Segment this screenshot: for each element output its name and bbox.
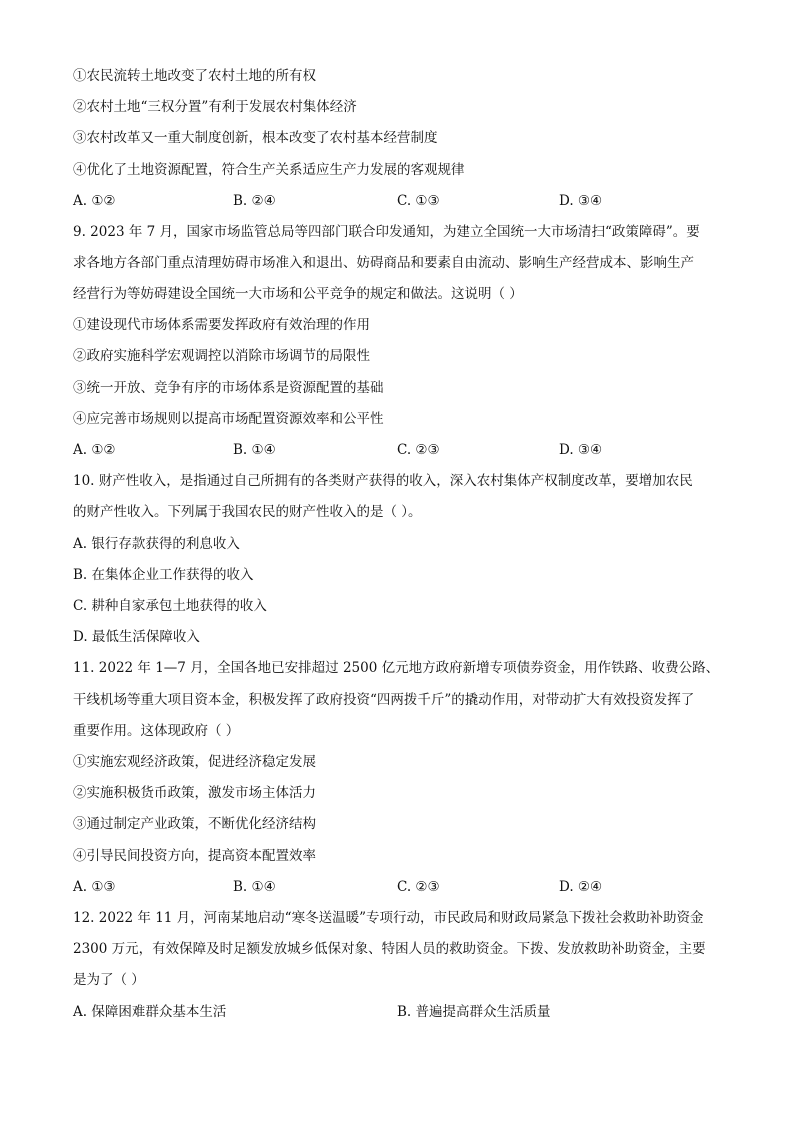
q9-item-3: ③统一开放、竞争有序的市场体系是资源配置的基础 xyxy=(73,380,384,396)
q9-options xyxy=(73,440,723,460)
q10-stem-line-1: 10. 财产性收入，是指通过自己所拥有的各类财产获得的收入，深入农村集体产权制度改革，要增加农民 xyxy=(73,473,693,489)
q9-stem-line-3: 经营行为等妨碍建设全国统一大市场和公平竞争的规定和做法。这说明（ ） xyxy=(73,286,523,302)
q8-option-a: A. ①② xyxy=(73,193,116,209)
q11-option-c: C. ②③ xyxy=(397,879,440,895)
q11-item-1: ①实施宏观经济政策，促进经济稳定发展 xyxy=(73,754,316,770)
q11-item-3: ③通过制定产业政策，不断优化经济结构 xyxy=(73,816,316,832)
q11-stem-line-2: 干线机场等重大项目资本金，积极发挥了政府投资“四两拨千斤”的撬动作用，对带动扩大有效投资发挥了 xyxy=(73,692,695,708)
q9-stem-line-2: 求各地方各部门重点清理妨碍市场准入和退出、妨碍商品和要素自由流动、影响生产经营成本、影响生产 xyxy=(73,255,694,271)
q10-option-b: B. 在集体企业工作获得的收入 xyxy=(73,567,254,583)
q12-stem-line-2: 2300 万元，有效保障及时足额发放城乡低保对象、特困人员的救助资金。下拨、发放救助补助资金，主要 xyxy=(73,941,706,957)
q12-option-b: B. 普遍提高群众生活质量 xyxy=(397,1004,551,1020)
q9-option-b: B. ①④ xyxy=(233,442,276,458)
q8-option-c: C. ①③ xyxy=(397,193,440,209)
q8-item-4: ④优化了土地资源配置，符合生产关系适应生产力发展的客观规律 xyxy=(73,162,465,178)
q8-options xyxy=(73,191,723,211)
q11-item-4: ④引导民间投资方向，提高资本配置效率 xyxy=(73,848,316,864)
q9-item-1: ①建设现代市场体系需要发挥政府有效治理的作用 xyxy=(73,317,370,333)
q8-option-b: B. ②④ xyxy=(233,193,276,209)
q11-option-b: B. ①④ xyxy=(233,879,276,895)
q9-option-a: A. ①② xyxy=(73,442,116,458)
q11-option-d: D. ②④ xyxy=(559,879,603,895)
q12-options xyxy=(73,1002,723,1022)
q10-option-a: A. 银行存款获得的利息收入 xyxy=(73,536,240,552)
q10-option-c: C. 耕种自家承包土地获得的收入 xyxy=(73,598,267,614)
q11-stem-line-1: 11. 2022 年 1—7 月，全国各地已安排超过 2500 亿元地方政府新增专项债券资金，用作铁路、收费公路、 xyxy=(73,660,720,676)
q11-item-2: ②实施积极货币政策，激发市场主体活力 xyxy=(73,785,316,801)
q10-option-d: D. 最低生活保障收入 xyxy=(73,629,200,645)
q11-options xyxy=(73,877,723,897)
q8-item-1: ①农民流转土地改变了农村土地的所有权 xyxy=(73,68,316,84)
q8-item-2: ②农村土地“三权分置”有利于发展农村集体经济 xyxy=(73,99,357,115)
q12-stem-line-3: 是为了（ ） xyxy=(73,972,145,988)
q9-stem-line-1: 9. 2023 年 7 月，国家市场监管总局等四部门联合印发通知，为建立全国统一大市场清扫“政策障碍”。要 xyxy=(73,224,700,240)
q8-option-d: D. ③④ xyxy=(559,193,603,209)
q9-item-4: ④应完善市场规则以提高市场配置资源效率和公平性 xyxy=(73,411,384,427)
q8-item-3: ③农村改革又一重大制度创新，根本改变了农村基本经营制度 xyxy=(73,130,438,146)
q12-option-a: A. 保障困难群众基本生活 xyxy=(73,1004,227,1020)
q10-stem-line-2: 的财产性收入。下列属于我国农民的财产性收入的是（ ）。 xyxy=(73,504,422,520)
q12-stem-line-1: 12. 2022 年 11 月，河南某地启动“寒冬送温暖”专项行动，市民政局和财政局紧急下拨社会救助补助资金 xyxy=(73,910,704,926)
q11-option-a: A. ①③ xyxy=(73,879,116,895)
q9-option-c: C. ②③ xyxy=(397,442,440,458)
q9-option-d: D. ③④ xyxy=(559,442,603,458)
q11-stem-line-3: 重要作用。这体现政府（ ） xyxy=(73,723,240,739)
q9-item-2: ②政府实施科学宏观调控以消除市场调节的局限性 xyxy=(73,348,370,364)
